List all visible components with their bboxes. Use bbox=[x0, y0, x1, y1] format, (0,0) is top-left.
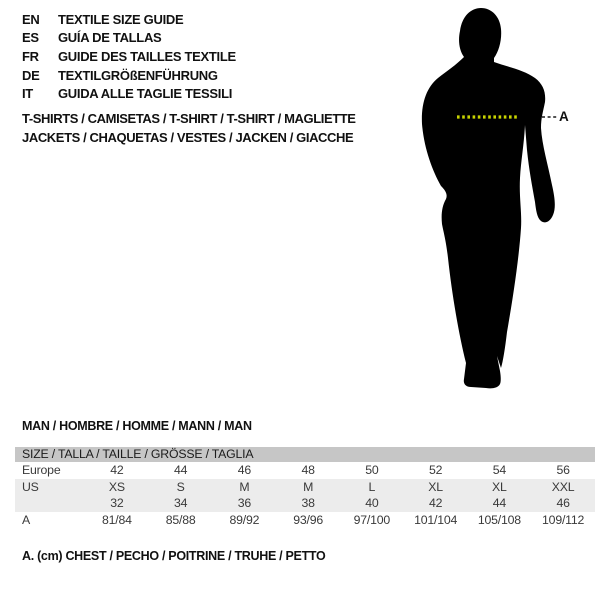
man-silhouette-figure bbox=[415, 0, 570, 395]
table-row-us-numbers bbox=[15, 495, 595, 512]
size-cell: 42 bbox=[428, 496, 443, 511]
size-cell: M bbox=[239, 479, 250, 494]
garment-categories bbox=[22, 109, 356, 147]
table-row-us-letters bbox=[15, 479, 595, 496]
size-cell: 46 bbox=[237, 463, 252, 478]
language-row bbox=[22, 10, 236, 29]
category-line-tshirts: T-SHIRTS / CAMISETAS / T-SHIRT / T-SHIRT / MAGLIETTE bbox=[22, 111, 356, 126]
size-cell: 44 bbox=[173, 463, 188, 478]
size-cell: 34 bbox=[173, 496, 188, 511]
size-cell: 46 bbox=[556, 496, 570, 511]
category-line-jackets: JACKETS / CHAQUETAS / VESTES / JACKEN / GIACCHE bbox=[22, 130, 354, 145]
size-cell: 105/108 bbox=[477, 513, 521, 528]
language-title: GUIDE DES TAILLES TEXTILE bbox=[58, 48, 236, 64]
language-code: IT bbox=[22, 86, 33, 102]
size-table-header: SIZE / TALLA / TAILLE / GRÖSSE / TAGLIA bbox=[15, 447, 595, 462]
size-cell: 109/112 bbox=[542, 513, 585, 528]
size-cell: 81/84 bbox=[101, 513, 132, 528]
language-title: GUÍA DE TALLAS bbox=[58, 30, 162, 46]
size-cell: XL bbox=[492, 479, 507, 494]
size-cell: 48 bbox=[301, 463, 315, 478]
measure-label-a: A bbox=[559, 109, 569, 124]
language-row bbox=[22, 66, 236, 85]
language-list bbox=[22, 10, 236, 103]
table-row-europe bbox=[15, 462, 595, 479]
size-cell: 44 bbox=[492, 496, 507, 511]
size-cell: 56 bbox=[556, 463, 570, 478]
measurement-footnote: A. (cm) CHEST / PECHO / POITRINE / TRUHE / PETTO bbox=[22, 549, 326, 563]
size-cell: M bbox=[303, 479, 314, 494]
size-cell: 93/96 bbox=[293, 513, 324, 528]
size-cell: L bbox=[368, 479, 376, 494]
table-row-chest-cm bbox=[15, 512, 595, 529]
row-label: US bbox=[22, 479, 39, 494]
size-cell: XXL bbox=[551, 479, 575, 494]
language-code: ES bbox=[22, 30, 39, 46]
row-label: Europe bbox=[22, 463, 61, 478]
size-cell: 85/88 bbox=[165, 513, 196, 528]
size-cell: 36 bbox=[237, 496, 252, 511]
language-row bbox=[22, 29, 236, 48]
language-code: DE bbox=[22, 67, 40, 83]
size-cell: 101/104 bbox=[414, 513, 458, 528]
size-cell: 52 bbox=[428, 463, 443, 478]
language-code: FR bbox=[22, 48, 39, 64]
size-cell: XS bbox=[108, 479, 125, 494]
language-title: GUIDA ALLE TAGLIE TESSILI bbox=[58, 86, 233, 102]
row-label: A bbox=[22, 513, 31, 528]
size-cell: 32 bbox=[110, 496, 124, 511]
section-title-man: MAN / HOMBRE / HOMME / MANN / MAN bbox=[22, 419, 252, 433]
size-cell: 50 bbox=[365, 463, 379, 478]
size-cell: S bbox=[176, 479, 185, 494]
size-cell: 89/92 bbox=[229, 513, 260, 528]
language-row bbox=[22, 84, 236, 103]
language-code: EN bbox=[22, 11, 40, 27]
language-title: TEXTILGRÖßENFÜHRUNG bbox=[58, 67, 218, 83]
size-cell: 38 bbox=[301, 496, 315, 511]
size-table bbox=[15, 447, 595, 528]
size-cell: 42 bbox=[110, 463, 124, 478]
language-title: TEXTILE SIZE GUIDE bbox=[58, 11, 184, 27]
man-silhouette bbox=[422, 8, 555, 388]
size-cell: 54 bbox=[492, 463, 507, 478]
language-row bbox=[22, 47, 236, 66]
size-cell: XL bbox=[428, 479, 443, 494]
size-cell: 40 bbox=[365, 496, 379, 511]
size-cell: 97/100 bbox=[353, 513, 391, 528]
